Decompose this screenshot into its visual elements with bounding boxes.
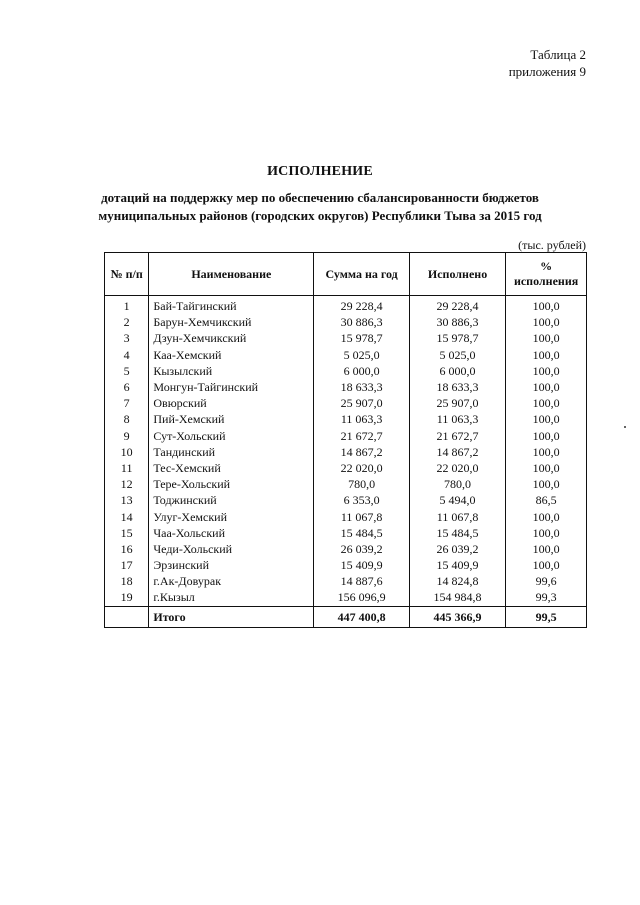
document-subtitle-line1: дотаций на поддержку мер по обеспечению сбалансированности бюджетов bbox=[101, 190, 539, 205]
table-row bbox=[105, 411, 587, 427]
cell-sum: 26 039,2 bbox=[314, 541, 410, 557]
cell-exec: 25 907,0 bbox=[409, 395, 505, 411]
cell-sum: 6 353,0 bbox=[314, 492, 410, 508]
cell-exec: 15 409,9 bbox=[409, 557, 505, 573]
total-row bbox=[105, 606, 587, 627]
table-row bbox=[105, 573, 587, 589]
table-row bbox=[105, 330, 587, 346]
cell-pct: 100,0 bbox=[506, 476, 587, 492]
header-sum: Сумма на год bbox=[314, 253, 410, 296]
cell-exec: 5 494,0 bbox=[409, 492, 505, 508]
cell-name: Каа-Хемский bbox=[149, 347, 314, 363]
cell-exec: 15 484,5 bbox=[409, 525, 505, 541]
cell-exec: 29 228,4 bbox=[409, 296, 505, 315]
cell-name: Кызылский bbox=[149, 363, 314, 379]
table-row bbox=[105, 296, 587, 315]
cell-name: Бай-Тайгинский bbox=[149, 296, 314, 315]
scan-speck bbox=[624, 426, 626, 428]
cell-pct: 100,0 bbox=[506, 347, 587, 363]
units-note: (тыс. рублей) bbox=[518, 238, 586, 252]
cell-num: 18 bbox=[105, 573, 149, 589]
cell-exec: 14 867,2 bbox=[409, 444, 505, 460]
table-row bbox=[105, 492, 587, 508]
cell-name: Тандинский bbox=[149, 444, 314, 460]
total-cell-exec: 445 366,9 bbox=[409, 606, 505, 627]
cell-num: 17 bbox=[105, 557, 149, 573]
table-row bbox=[105, 476, 587, 492]
cell-num: 12 bbox=[105, 476, 149, 492]
cell-pct: 100,0 bbox=[506, 330, 587, 346]
table-number: Таблица 2 bbox=[530, 47, 586, 62]
total-cell-name: Итого bbox=[149, 606, 314, 627]
cell-exec: 780,0 bbox=[409, 476, 505, 492]
cell-num: 15 bbox=[105, 525, 149, 541]
table-row bbox=[105, 347, 587, 363]
cell-num: 5 bbox=[105, 363, 149, 379]
budget-table bbox=[104, 252, 587, 628]
cell-pct: 100,0 bbox=[506, 460, 587, 476]
cell-sum: 15 484,5 bbox=[314, 525, 410, 541]
cell-exec: 6 000,0 bbox=[409, 363, 505, 379]
table-row bbox=[105, 460, 587, 476]
cell-pct: 100,0 bbox=[506, 428, 587, 444]
cell-sum: 6 000,0 bbox=[314, 363, 410, 379]
cell-name: Овюрский bbox=[149, 395, 314, 411]
cell-sum: 11 067,8 bbox=[314, 508, 410, 524]
cell-pct: 100,0 bbox=[506, 557, 587, 573]
cell-num: 11 bbox=[105, 460, 149, 476]
cell-sum: 14 867,2 bbox=[314, 444, 410, 460]
cell-sum: 18 633,3 bbox=[314, 379, 410, 395]
table-row bbox=[105, 525, 587, 541]
cell-name: Эрзинский bbox=[149, 557, 314, 573]
table-row bbox=[105, 508, 587, 524]
cell-num: 6 bbox=[105, 379, 149, 395]
appendix-number: приложения 9 bbox=[508, 64, 586, 79]
header-pct bbox=[506, 253, 587, 296]
cell-sum: 156 096,9 bbox=[314, 589, 410, 606]
cell-num: 13 bbox=[105, 492, 149, 508]
table-row bbox=[105, 541, 587, 557]
cell-pct: 100,0 bbox=[506, 444, 587, 460]
header-pct-label: исполнения bbox=[513, 274, 579, 288]
header-exec: Исполнено bbox=[409, 253, 505, 296]
cell-exec: 21 672,7 bbox=[409, 428, 505, 444]
cell-pct: 99,3 bbox=[506, 589, 587, 606]
cell-sum: 5 025,0 bbox=[314, 347, 410, 363]
cell-num: 1 bbox=[105, 296, 149, 315]
header-pct-symbol: % bbox=[540, 259, 553, 273]
total-cell-pct: 99,5 bbox=[506, 606, 587, 627]
table-row bbox=[105, 444, 587, 460]
cell-name: Пий-Хемский bbox=[149, 411, 314, 427]
total-cell-num bbox=[105, 606, 149, 627]
table-row bbox=[105, 395, 587, 411]
cell-name: г.Кызыл bbox=[149, 589, 314, 606]
header-num: № п/п bbox=[105, 253, 149, 296]
cell-exec: 22 020,0 bbox=[409, 460, 505, 476]
document-heading bbox=[0, 164, 640, 225]
cell-pct: 100,0 bbox=[506, 296, 587, 315]
cell-num: 2 bbox=[105, 314, 149, 330]
cell-name: Дзун-Хемчикский bbox=[149, 330, 314, 346]
table-row bbox=[105, 589, 587, 606]
table-body bbox=[105, 296, 587, 628]
cell-num: 16 bbox=[105, 541, 149, 557]
header-name: Наименование bbox=[149, 253, 314, 296]
cell-exec: 11 067,8 bbox=[409, 508, 505, 524]
cell-name: Тес-Хемский bbox=[149, 460, 314, 476]
document-reference bbox=[509, 46, 586, 80]
cell-name: Сут-Хольский bbox=[149, 428, 314, 444]
cell-pct: 100,0 bbox=[506, 314, 587, 330]
cell-name: г.Ак-Довурак bbox=[149, 573, 314, 589]
cell-name: Монгун-Тайгинский bbox=[149, 379, 314, 395]
cell-pct: 100,0 bbox=[506, 541, 587, 557]
cell-pct: 99,6 bbox=[506, 573, 587, 589]
cell-pct: 100,0 bbox=[506, 508, 587, 524]
cell-exec: 11 063,3 bbox=[409, 411, 505, 427]
table-row bbox=[105, 314, 587, 330]
cell-exec: 154 984,8 bbox=[409, 589, 505, 606]
cell-name: Чеди-Хольский bbox=[149, 541, 314, 557]
cell-exec: 26 039,2 bbox=[409, 541, 505, 557]
cell-num: 4 bbox=[105, 347, 149, 363]
cell-pct: 100,0 bbox=[506, 379, 587, 395]
table-row bbox=[105, 428, 587, 444]
cell-num: 3 bbox=[105, 330, 149, 346]
cell-sum: 21 672,7 bbox=[314, 428, 410, 444]
table-row bbox=[105, 379, 587, 395]
table-row bbox=[105, 363, 587, 379]
cell-sum: 11 063,3 bbox=[314, 411, 410, 427]
total-cell-sum: 447 400,8 bbox=[314, 606, 410, 627]
cell-sum: 780,0 bbox=[314, 476, 410, 492]
cell-pct: 100,0 bbox=[506, 525, 587, 541]
cell-exec: 15 978,7 bbox=[409, 330, 505, 346]
cell-sum: 25 907,0 bbox=[314, 395, 410, 411]
cell-pct: 86,5 bbox=[506, 492, 587, 508]
cell-num: 8 bbox=[105, 411, 149, 427]
table-header-row bbox=[105, 253, 587, 296]
document-subtitle-line2: муниципальных районов (городских округов) Республики Тыва за 2015 год bbox=[98, 208, 542, 223]
cell-sum: 29 228,4 bbox=[314, 296, 410, 315]
cell-sum: 30 886,3 bbox=[314, 314, 410, 330]
cell-name: Улуг-Хемский bbox=[149, 508, 314, 524]
cell-exec: 14 824,8 bbox=[409, 573, 505, 589]
cell-pct: 100,0 bbox=[506, 395, 587, 411]
cell-pct: 100,0 bbox=[506, 363, 587, 379]
cell-num: 19 bbox=[105, 589, 149, 606]
cell-num: 14 bbox=[105, 508, 149, 524]
cell-num: 10 bbox=[105, 444, 149, 460]
cell-name: Барун-Хемчикский bbox=[149, 314, 314, 330]
cell-exec: 5 025,0 bbox=[409, 347, 505, 363]
cell-sum: 14 887,6 bbox=[314, 573, 410, 589]
document-title: ИСПОЛНЕНИЕ bbox=[267, 164, 373, 179]
cell-sum: 22 020,0 bbox=[314, 460, 410, 476]
cell-exec: 18 633,3 bbox=[409, 379, 505, 395]
cell-num: 9 bbox=[105, 428, 149, 444]
cell-num: 7 bbox=[105, 395, 149, 411]
table-row bbox=[105, 557, 587, 573]
cell-name: Тере-Хольский bbox=[149, 476, 314, 492]
cell-sum: 15 978,7 bbox=[314, 330, 410, 346]
cell-exec: 30 886,3 bbox=[409, 314, 505, 330]
cell-name: Чаа-Хольский bbox=[149, 525, 314, 541]
cell-pct: 100,0 bbox=[506, 411, 587, 427]
cell-name: Тоджинский bbox=[149, 492, 314, 508]
cell-sum: 15 409,9 bbox=[314, 557, 410, 573]
